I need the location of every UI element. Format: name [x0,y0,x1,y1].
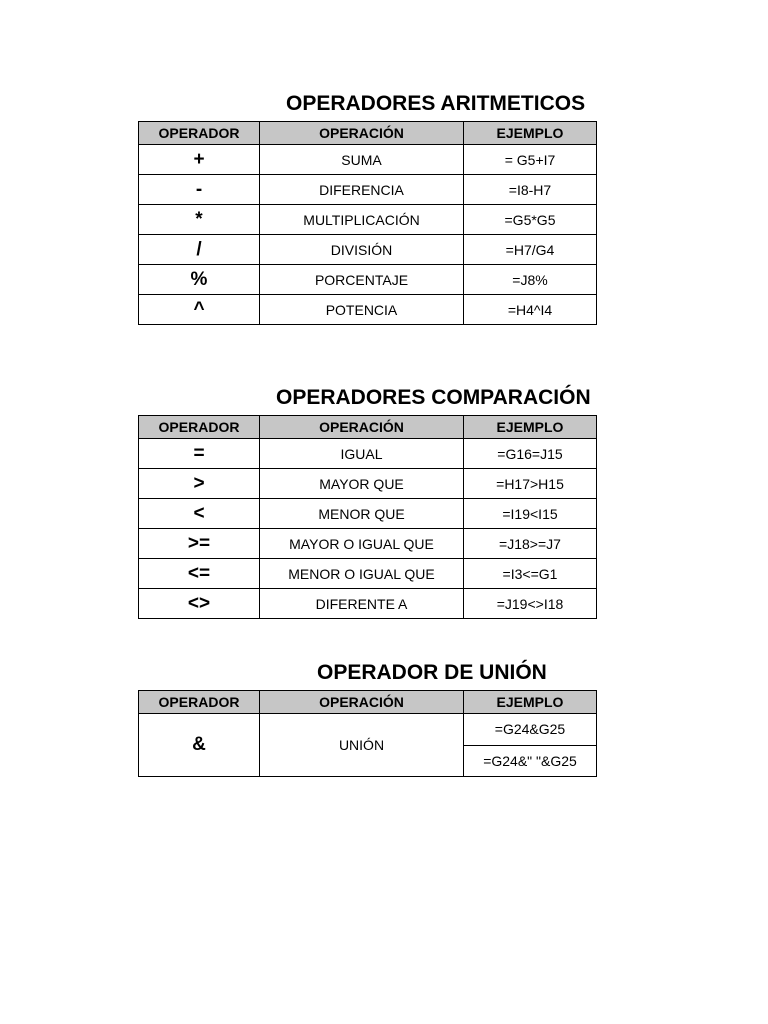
table-row [139,559,597,589]
header-example: EJEMPLO [464,691,597,714]
table-row [139,145,597,175]
table-row [139,265,597,295]
example-cell: =H7/G4 [464,235,597,265]
table-row [139,295,597,325]
example-cell: =I3<=G1 [464,559,597,589]
operator-cell: >= [139,529,260,559]
example-cell: =G24&" "&G25 [464,745,597,777]
operator-cell: ^ [139,295,260,325]
table-row [139,589,597,619]
header-example: EJEMPLO [464,122,597,145]
operation-cell: PORCENTAJE [260,265,464,295]
table-row [139,499,597,529]
operator-cell: > [139,469,260,499]
table-row [139,175,597,205]
header-operator: OPERADOR [139,416,260,439]
example-cell: =H17>H15 [464,469,597,499]
operator-cell: & [139,714,260,777]
operator-cell: <> [139,589,260,619]
example-cell: = G5+I7 [464,145,597,175]
table-row [139,529,597,559]
operators-table [138,690,597,777]
example-cell: =J18>=J7 [464,529,597,559]
table-header-row [139,122,597,145]
table-row [139,235,597,265]
header-example: EJEMPLO [464,416,597,439]
header-operator: OPERADOR [139,122,260,145]
header-operator: OPERADOR [139,691,260,714]
section-title: OPERADORES ARITMETICOS [286,92,586,115]
operation-cell: DIFERENCIA [260,175,464,205]
table-header-row [139,691,597,714]
operator-cell: * [139,205,260,235]
operation-cell: DIVISIÓN [260,235,464,265]
table-header-row [139,416,597,439]
example-cell: =I19<I15 [464,499,597,529]
operation-cell: POTENCIA [260,295,464,325]
table-row [139,205,597,235]
example-cell: =J8% [464,265,597,295]
example-cell: =G16=J15 [464,439,597,469]
operator-cell: + [139,145,260,175]
operation-cell: SUMA [260,145,464,175]
operator-cell: <= [139,559,260,589]
operators-table [138,121,597,325]
example-cell: =I8-H7 [464,175,597,205]
operator-cell: / [139,235,260,265]
operation-cell: MAYOR QUE [260,469,464,499]
operation-cell: IGUAL [260,439,464,469]
operator-cell: - [139,175,260,205]
operation-cell: MULTIPLICACIÓN [260,205,464,235]
example-cell: =J19<>I18 [464,589,597,619]
operation-cell: UNIÓN [260,714,464,777]
operation-cell: MENOR O IGUAL QUE [260,559,464,589]
table-row [139,714,597,746]
operator-cell: % [139,265,260,295]
header-operation: OPERACIÓN [260,691,464,714]
operator-cell: < [139,499,260,529]
section-title: OPERADOR DE UNIÓN [317,661,547,684]
header-operation: OPERACIÓN [260,416,464,439]
section-title: OPERADORES COMPARACIÓN [276,386,591,409]
operation-cell: MAYOR O IGUAL QUE [260,529,464,559]
example-cell: =G24&G25 [464,714,597,746]
example-cell: =H4^I4 [464,295,597,325]
operator-cell: = [139,439,260,469]
table-row [139,439,597,469]
operation-cell: DIFERENTE A [260,589,464,619]
operators-table [138,415,597,619]
table-row [139,469,597,499]
example-cell: =G5*G5 [464,205,597,235]
header-operation: OPERACIÓN [260,122,464,145]
operation-cell: MENOR QUE [260,499,464,529]
